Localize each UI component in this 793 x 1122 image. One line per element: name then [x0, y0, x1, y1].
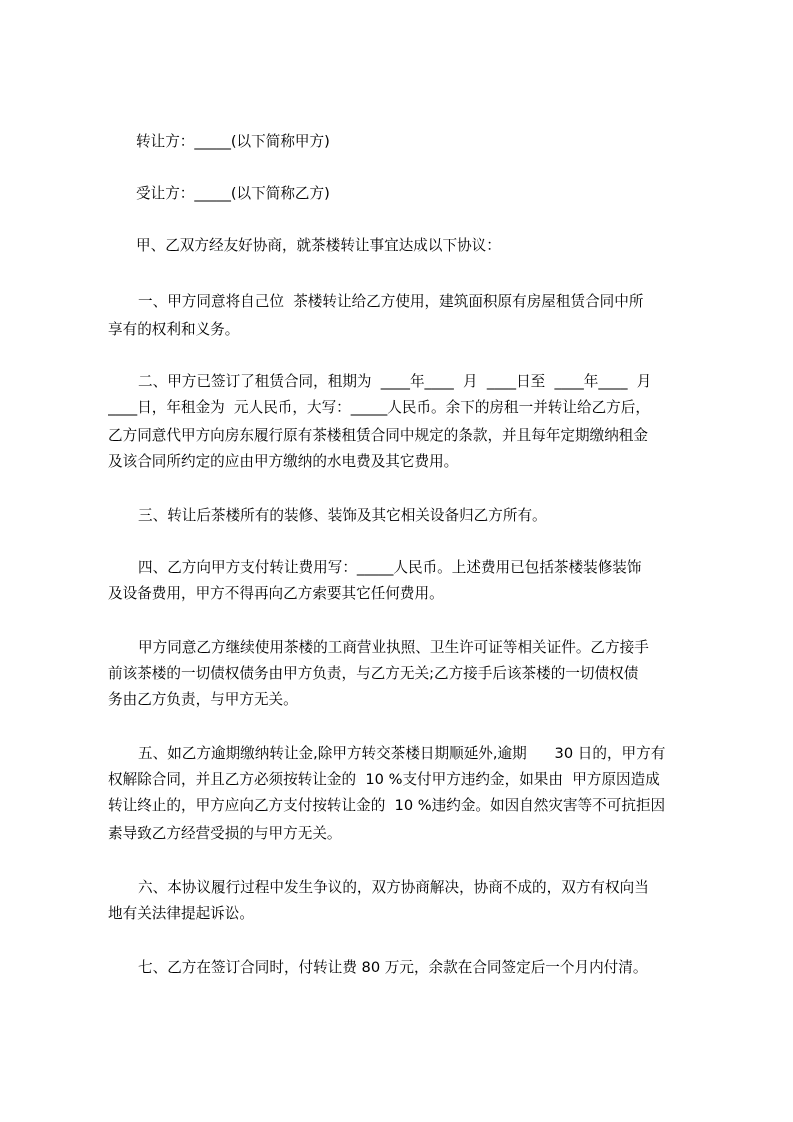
clause-6-line-1: 六、本协议履行过程中发生争议的，双方协商解决，协商不成的，双方有权向当: [138, 879, 649, 896]
transferor-line: 转让方：_____(以下简称甲方): [136, 133, 330, 150]
clause-license-line-2: 前该茶楼的一切债权债务由甲方负责，与乙方无关;乙方接手后该茶楼的一切债权债: [108, 665, 639, 682]
clause-1-line-2: 享有的权利和义务。: [108, 321, 240, 338]
transferee-line: 受让方：_____(以下简称乙方): [136, 185, 330, 202]
clause-6-line-2: 地有关法律提起诉讼。: [108, 905, 254, 922]
clause-2-line-4: 及该合同所约定的应由甲方缴纳的水电费及其它费用。: [108, 453, 459, 470]
clause-3-line-1: 三、转让后茶楼所有的装修、装饰及其它相关设备归乙方所有。: [138, 507, 547, 524]
clause-7-line-1: 七、乙方在签订合同时，付转让费 80 万元，余款在合同签定后一个月内付清。: [138, 959, 648, 976]
clause-5-line-1: 五、如乙方逾期缴纳转让金,除甲方转交茶楼日期顺延外,逾期 30 日的，甲方有: [138, 745, 666, 762]
clause-4-line-1: 四、乙方向甲方支付转让费用写：_____人民币。上述费用已包括茶楼装修装饰: [138, 559, 642, 576]
clause-2-line-1: 二、甲方已签订了租赁合同，租期为 ____年____ 月 ____日至 ____年____ 月: [138, 373, 652, 390]
clause-5-line-2: 权解除合同，并且乙方必须按转让金的 10 %支付甲方违约金，如果由 甲方原因造成: [108, 771, 660, 788]
clause-2-line-2: ____日，年租金为 元人民币，大写：_____人民币。余下的房租一并转让给乙方后，: [108, 399, 650, 416]
preamble-line: 甲、乙双方经友好协商，就茶楼转让事宜达成以下协议：: [136, 237, 501, 254]
clause-license-line-1: 甲方同意乙方继续使用茶楼的工商营业执照、卫生许可证等相关证件。乙方接手: [138, 639, 649, 656]
clause-1-line-1: 一、甲方同意将自己位 茶楼转让给乙方使用，建筑面积原有房屋租赁合同中所: [138, 293, 644, 310]
clause-2-line-3: 乙方同意代甲方向房东履行原有茶楼租赁合同中规定的条款，并且每年定期缴纳租金: [108, 427, 648, 444]
clause-license-line-3: 务由乙方负责，与甲方无关。: [108, 691, 298, 708]
clause-5-line-3: 转让终止的，甲方应向乙方支付按转让金的 10 %违约金。如因自然灾害等不可抗拒因: [108, 797, 666, 814]
clause-5-line-4: 素导致乙方经营受损的与甲方无关。: [108, 825, 342, 842]
clause-4-line-2: 及设备费用，甲方不得再向乙方索要其它任何费用。: [108, 585, 444, 602]
